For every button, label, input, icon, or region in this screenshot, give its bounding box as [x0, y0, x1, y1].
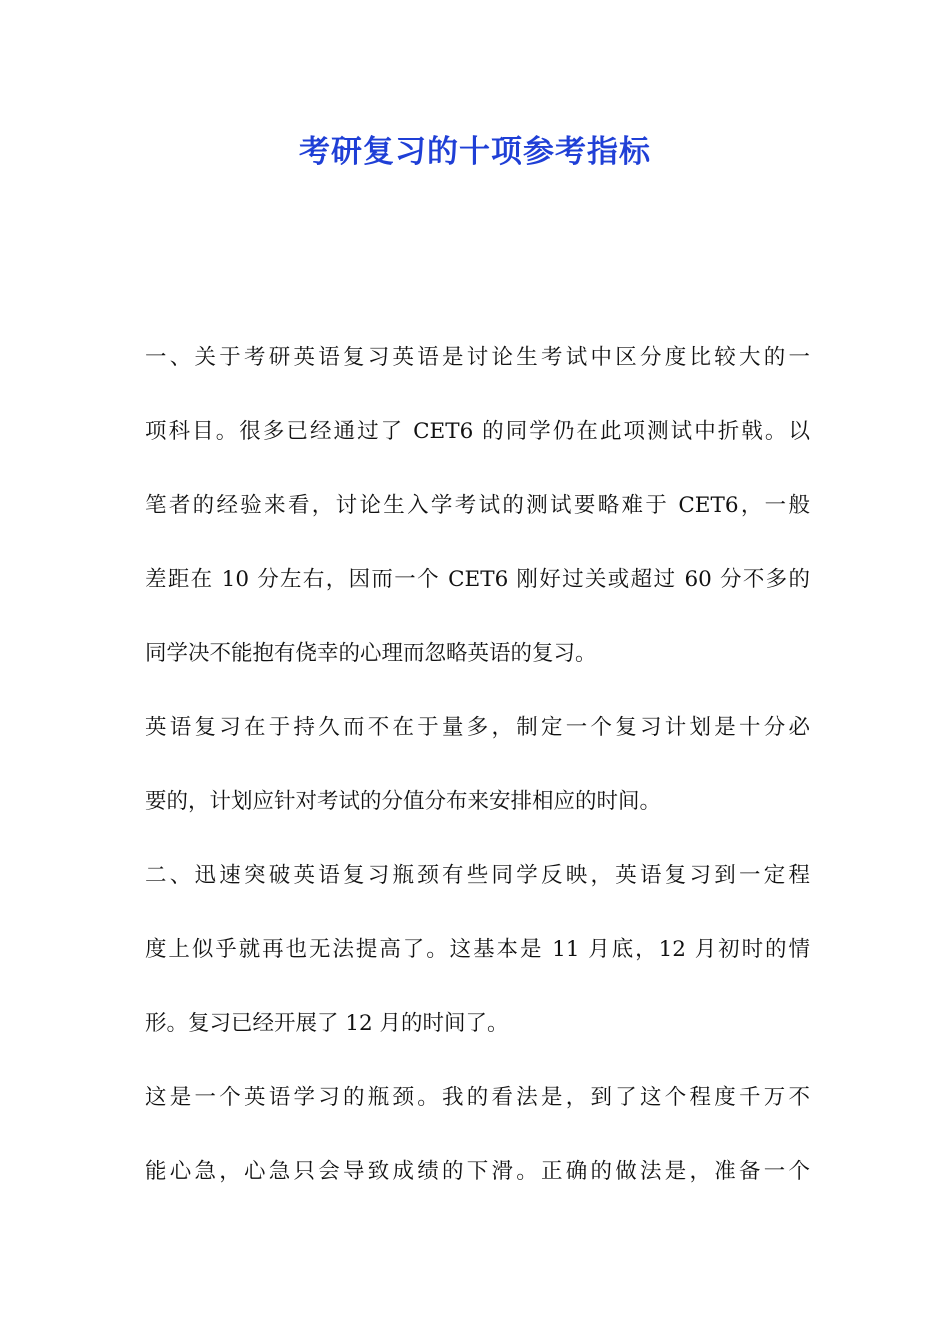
body-line: 形。复习已经开展了 12 月的时间了。: [145, 1011, 509, 1036]
body-line: 二、迅速突破英语复习瓶颈有些同学反映，英语复习到一定程: [145, 863, 810, 888]
body-line: 一、关于考研英语复习英语是讨论生考试中区分度比较大的一: [145, 345, 810, 370]
body-line: 要的，计划应针对考试的分值分布来安排相应的时间。: [145, 789, 662, 814]
body-line: 笔者的经验来看，讨论生入学考试的测试要略难于 CET6，一般: [145, 493, 810, 518]
body-line: 这是一个英语学习的瓶颈。我的看法是，到了这个程度千万不: [145, 1085, 810, 1110]
body-line: 英语复习在于持久而不在于量多，制定一个复习计划是十分必: [145, 715, 810, 740]
document-body: [145, 334, 810, 1222]
body-line: 能心急，心急只会导致成绩的下滑。正确的做法是，准备一个: [145, 1159, 810, 1184]
body-line: 项科目。很多已经通过了 CET6 的同学仍在此项测试中折戟。以: [145, 419, 810, 444]
body-line: 同学决不能抱有侥幸的心理而忽略英语的复习。: [145, 641, 597, 666]
body-line: 度上似乎就再也无法提高了。这基本是 11 月底，12 月初时的情: [145, 937, 810, 962]
document-title: 考研复习的十项参考指标: [299, 134, 651, 170]
body-line: 差距在 10 分左右，因而一个 CET6 刚好过关或超过 60 分不多的: [145, 567, 810, 592]
